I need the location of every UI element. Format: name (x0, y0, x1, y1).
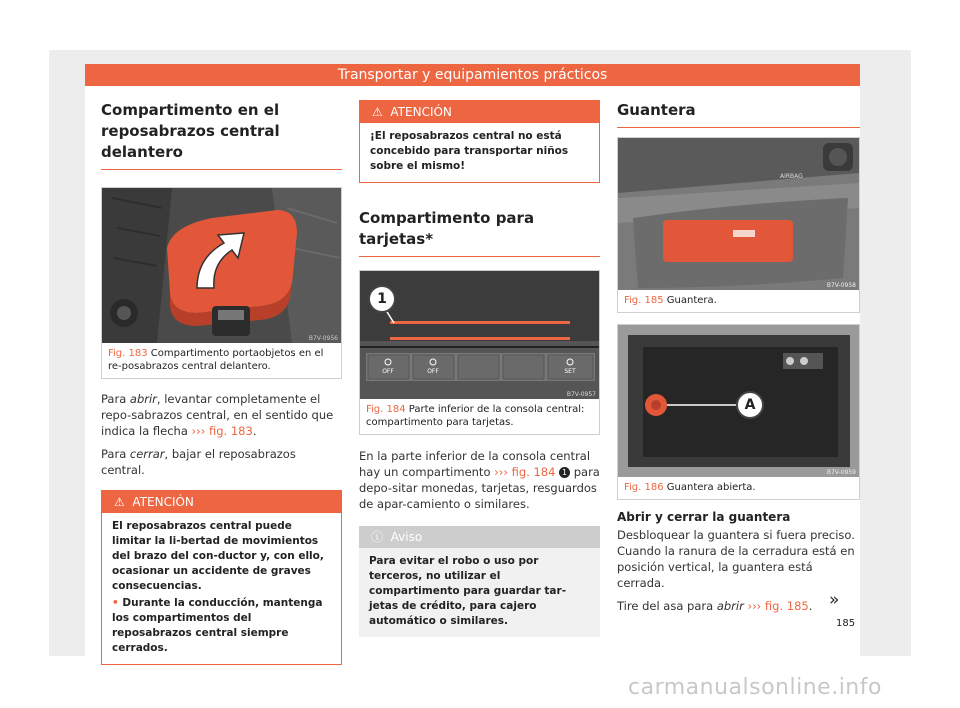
button-label: OFF (427, 368, 439, 375)
paragraph-close (101, 446, 342, 478)
column-1 (101, 100, 342, 665)
column-2 (359, 100, 600, 637)
glovebox-illustration (618, 138, 859, 290)
callout-a: A (736, 391, 764, 419)
text: para depo-sitar monedas, tarjetas, resguardos de apar-camiento o similares. (359, 465, 600, 511)
text: Para (101, 447, 130, 461)
armrest-illustration (102, 188, 341, 343)
figure-caption-text: Guantera abierta. (666, 482, 756, 493)
notice-header (359, 526, 600, 548)
warning-icon: ⚠ (114, 495, 125, 509)
info-icon: ⓘ (371, 530, 384, 544)
continue-mark: » (829, 590, 840, 610)
figure-caption-text: Guantera. (666, 295, 717, 306)
image-code: B7V-0958 (826, 282, 856, 289)
fig-ref-183[interactable]: ››› fig. 183 (191, 424, 253, 438)
warning-header (102, 491, 341, 513)
figure-caption (618, 477, 859, 499)
section-heading-armrest: Compartimento en el reposabrazos central delantero (101, 100, 342, 170)
card-compartment-illustration (360, 271, 599, 399)
section-heading-cards: Compartimento para tarjetas* (359, 208, 600, 257)
warning-body (102, 513, 341, 664)
callout-number: 1 (559, 467, 570, 478)
warning-text: ¡El reposabrazos central no está concebido para transportar niños sobre el mismo! (370, 130, 569, 172)
notice-box (359, 526, 600, 637)
airbag-label: AIRBAG (780, 173, 803, 180)
figure-caption (618, 290, 859, 312)
warning-icon: ⚠ (372, 105, 383, 119)
bullet-icon: • (112, 597, 119, 609)
emphasis: cerrar (129, 447, 165, 461)
text: , levantar completamente el repo-sabrazos central, en el sentido que indica la flecha (101, 392, 334, 438)
figure-caption (360, 399, 599, 434)
warning-title: ATENCIÓN (132, 495, 194, 509)
image-code: B7V-0956 (308, 335, 338, 342)
text: En la parte inferior de la consola central hay un compartimento (359, 449, 591, 479)
button-label: OFF (382, 368, 394, 375)
button-label: SET (564, 368, 576, 375)
figure-number: Fig. 186 (624, 482, 664, 493)
section-heading-glovebox: Guantera (617, 100, 860, 128)
glovebox-open-photo (618, 325, 859, 477)
warning-title: ATENCIÓN (390, 105, 452, 119)
image-code: B7V-0957 (566, 391, 596, 398)
glovebox-photo (618, 138, 859, 290)
notice-text: Para evitar el robo o uso por terceros, no utilizar el compartimento para guardar tar-jetas de crédito, para cajero automático o similares. (369, 555, 567, 627)
warning-bullet-item (112, 596, 331, 656)
watermark: carmanualsonline.info (628, 675, 882, 700)
figure-186 (617, 324, 860, 500)
paragraph-unlock: Desbloquear la guantera si fuera preciso. Cuando la ranura de la cerradura está en posición vertical, la guantera está cerrada. (617, 528, 855, 590)
image-code: B7V-0959 (826, 469, 856, 476)
figure-caption-text: Compartimento portaobjetos en el re-posabrazos central delantero. (108, 348, 324, 372)
warning-header (360, 101, 599, 123)
text: . (252, 424, 257, 438)
paragraph-open-glovebox (617, 598, 860, 614)
figure-number: Fig. 183 (108, 348, 148, 359)
warning-text: El reposabrazos central puede limitar la li-bertad de movimientos del brazo del con-ductor y, con ello, ocasionar un accidente de graves consecuencias. (112, 520, 324, 592)
text: . (808, 599, 813, 613)
subheading-open-close: Abrir y cerrar la guantera (617, 510, 791, 524)
text: Tire del asa para (617, 599, 717, 613)
warning-box-children (359, 100, 600, 183)
figure-number: Fig. 185 (624, 295, 664, 306)
fig-ref-184[interactable]: ››› fig. 184 (494, 465, 556, 479)
figure-185 (617, 137, 860, 313)
console-photo (360, 271, 599, 399)
figure-caption-text: Parte inferior de la consola central: compartimento para tarjetas. (366, 404, 585, 428)
figure-number: Fig. 184 (366, 404, 406, 415)
column-3 (617, 100, 860, 621)
fig-ref-185[interactable]: ››› fig. 185 (747, 599, 809, 613)
armrest-photo (102, 188, 341, 343)
bullet-text: Durante la conducción, mantenga los compartimentos del reposabrazos central siempre cerrados. (112, 597, 323, 654)
emphasis: abrir (716, 599, 744, 613)
figure-183 (101, 187, 342, 379)
page-number: 185 (836, 618, 856, 629)
emphasis: abrir (129, 392, 157, 406)
figure-184 (359, 270, 600, 435)
warning-box (101, 490, 342, 665)
callout-1: 1 (368, 285, 396, 313)
paragraph-open (101, 391, 342, 439)
notice-title: Aviso (390, 530, 423, 544)
figure-caption (102, 343, 341, 378)
paragraph-cards (359, 448, 600, 512)
text: , bajar el reposabrazos central. (101, 447, 296, 477)
text: Para (101, 392, 130, 406)
chapter-banner: Transportar y equipamientos prácticos (85, 64, 860, 86)
